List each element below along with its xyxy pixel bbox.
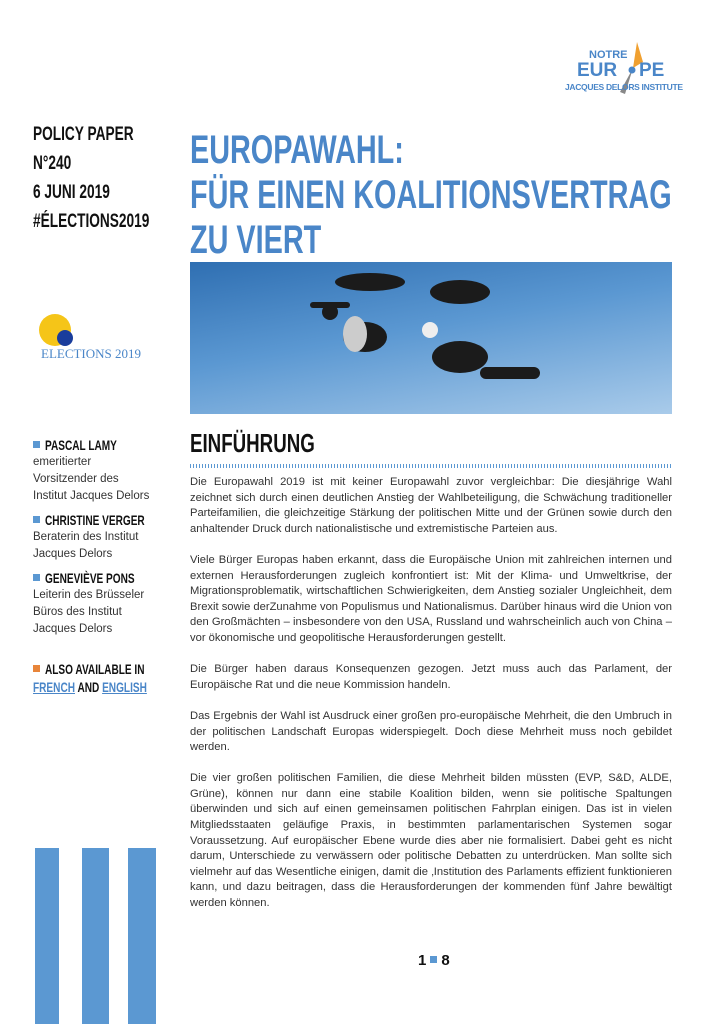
author-role: Leiterin des Brüsseler bbox=[33, 589, 145, 601]
page-title bbox=[190, 128, 724, 263]
author-role: Vorsitzender des bbox=[33, 473, 119, 485]
author-role: Jacques Delors bbox=[33, 548, 113, 560]
elections-logo bbox=[33, 312, 163, 362]
author bbox=[33, 569, 183, 638]
author-role: Institut Jacques Delors bbox=[33, 490, 150, 502]
svg-text:NOTRE: NOTRE bbox=[589, 49, 628, 61]
decorative-bar bbox=[128, 848, 156, 1024]
author-role: Beraterin des Institut bbox=[33, 531, 139, 543]
bullet-square-icon bbox=[33, 574, 40, 581]
author-role: emeritierter bbox=[33, 456, 92, 468]
notre-europe-logo bbox=[565, 34, 685, 104]
svg-text:PE: PE bbox=[639, 60, 665, 81]
paragraph: Die Bürger haben daraus Konsequenzen gezogen. Jetzt muss auch das Parlament, der Europäische Rat und die neue Kommission handeln. bbox=[190, 663, 672, 691]
bullet-square-icon bbox=[33, 441, 40, 448]
paper-meta bbox=[33, 120, 195, 236]
author-name: PASCAL LAMY bbox=[45, 437, 117, 453]
paper-date: 6 JUNI 2019 bbox=[33, 182, 110, 203]
and-text: AND bbox=[77, 679, 100, 695]
title-line-2: FÜR EINEN KOALITIONSVERTRAG bbox=[190, 173, 672, 217]
svg-text:JACQUES DELORS INSTITUTE: JACQUES DELORS INSTITUTE bbox=[565, 82, 683, 92]
paper-type: POLICY PAPER bbox=[33, 124, 134, 145]
author-role: Büros des Institut bbox=[33, 606, 122, 618]
svg-text:ELECTIONS 2019: ELECTIONS 2019 bbox=[41, 346, 142, 361]
author bbox=[33, 436, 183, 505]
page-total: 8 bbox=[441, 952, 450, 969]
section-heading: EINFÜHRUNG bbox=[190, 428, 315, 458]
author-role: Jacques Delors bbox=[33, 623, 113, 635]
also-available-label: ALSO AVAILABLE IN bbox=[45, 661, 145, 677]
paper-hashtag: #ÉLECTIONS2019 bbox=[33, 211, 150, 232]
paper-number: N°240 bbox=[33, 153, 72, 174]
svg-text:EUR: EUR bbox=[577, 60, 618, 81]
decorative-bar bbox=[82, 848, 109, 1024]
body-text bbox=[190, 475, 672, 927]
paragraph: Das Ergebnis der Wahl ist Ausdruck einer großen pro-europäische Mehrheit, die den Umbruch in der politischen Landschaft Europas widerspiegelt. Doch diese Mehrheit muss noch gebildet werden. bbox=[190, 709, 672, 754]
bullet-square-icon bbox=[33, 665, 40, 672]
page-current: 1 bbox=[418, 952, 427, 969]
authors-list bbox=[33, 430, 183, 638]
paragraph: Die Europawahl 2019 ist mit keiner Europawahl zuvor vergleichbar: Die diesjährige Wahl zeichnet sich durch einen deutlichen Anstieg der Wahlbeteiligung, die Schwächung traditioneller Parteifamilien, die gleichzeitige Stärkung der politischen Mitte und der Grünen sowie durch den anhaltender Druck durch nationalistische und extremistische Parteien aus. bbox=[190, 476, 672, 535]
page-number bbox=[418, 952, 450, 969]
author-name: CHRISTINE VERGER bbox=[45, 512, 145, 528]
section-divider bbox=[190, 464, 672, 468]
bullet-square-icon bbox=[430, 956, 437, 963]
bullet-square-icon bbox=[33, 516, 40, 523]
title-line-3: ZU VIERT bbox=[190, 218, 322, 262]
decorative-bar bbox=[35, 848, 59, 1024]
author-name: GENEVIÈVE PONS bbox=[45, 570, 135, 586]
author bbox=[33, 511, 183, 563]
paragraph: Viele Bürger Europas haben erkannt, dass die Europäische Union mit zahlreichen internen und externen Herausforderungen zugleich konfrontiert ist: Mit der Klima- und Umweltkrise, der Migrationsproblematik, wirtschaftlichen Schwierigkeiten, dem Anstieg sozialer Ungleichheit, dem Brexit sowie derZunahme von Populismus und Nationalismus. Darüber hinaus wird die Union von den Großmächten – insbesondere von den USA, Russland und wahrscheinlich auch von China – vor ökonomische und geopolitische Herausforderungen gestellt. bbox=[190, 553, 672, 644]
french-link[interactable]: FRENCH bbox=[33, 679, 76, 695]
english-link[interactable]: ENGLISH bbox=[102, 679, 147, 695]
paragraph: Die vier großen politischen Familien, die diese Mehrheit bilden müssten (EVP, S&D, ALDE, Grüne), können nur dann eine stabile Koalition bilden, wenn sie politische Spaltungen überwinden und sich auf einen gemeinsamen politischen Fahrplan einigen. Das ist in vielen Mitgliedsstaaten geläufige Praxis, in bestimmten parlamentarischen Systemen sogar Voraussetzung. Auf europäischer Ebene wurde dies aber nie formalisiert. Dabei geht es nicht darum, Unterschiede zu verwässern oder politische Debatten zu unterdrücken. Man sollte sich vielmehr auf das Wesentliche einigen, damit die ‚Institution des Parlaments effizient funktionieren kann, und dazu beitragen, dass die Herausforderungen der kommenden fünf Jahre bewältigt werden können. bbox=[190, 772, 672, 910]
hero-image-skydivers bbox=[190, 262, 672, 414]
also-available bbox=[33, 660, 191, 696]
title-line-1: EUROPAWAHL: bbox=[190, 128, 404, 172]
